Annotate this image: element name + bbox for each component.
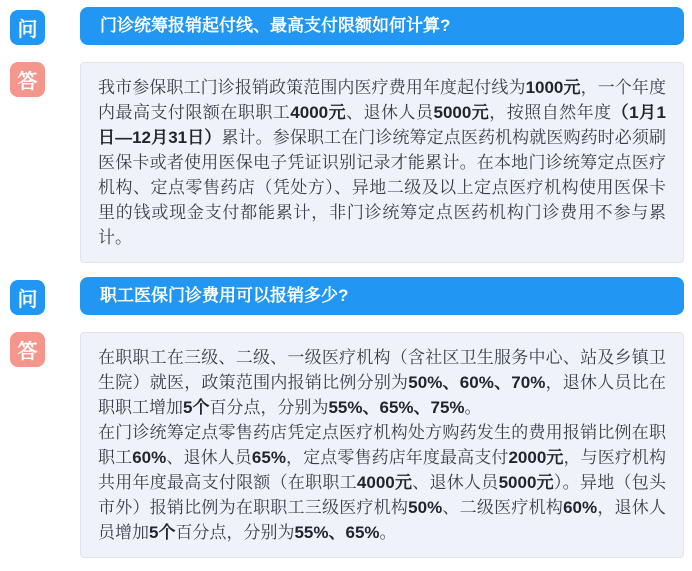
answer-row [10, 332, 684, 558]
answer-badge: 答 [10, 62, 45, 97]
question-header: 职工医保门诊费用可以报销多少? [80, 277, 684, 315]
badge-column [10, 62, 80, 97]
badge-column [10, 277, 80, 315]
badge-column [10, 7, 80, 45]
badge-column [10, 332, 80, 367]
question-header: 门诊统筹报销起付线、最高支付限额如何计算? [80, 7, 684, 45]
answer-box [80, 332, 684, 558]
question-row [10, 7, 684, 45]
question-badge: 问 [10, 10, 45, 45]
answer-paragraph: 在职职工在三级、二级、一级医疗机构（含社区卫生服务中心、站及乡镇卫生院）就医，政策范围内报销比例分别为50%、60%、70%，退休人员比在职职工增加5个百分点，分别为55%、65%、75%。 [98, 348, 666, 417]
answer-box [80, 62, 684, 263]
answer-paragraph: 我市参保职工门诊报销政策范围内医疗费用年度起付线为1000元，一个年度内最高支付限额在职职工4000元、退休人员5000元，按照自然年度（1月1日—12月31日）累计。参保职工在门诊统筹定点医药机构就医购药时必须刷医保卡或者使用医保电子凭证识别记录才能累计。在本地门诊统筹定点医疗机构、定点零售药店（凭处方）、异地二级及以上定点医疗机构使用医保卡里的钱或现金支付都能累计，非门诊统筹定点医药机构门诊费用不参与累计。 [98, 78, 667, 247]
answer-paragraph: 在门诊统筹定点零售药店凭定点医疗机构处方购药发生的费用报销比例在职职工60%、退休人员65%，定点零售药店年度最高支付2000元，与医疗机构共用年度最高支付限额（在职职工4000元、退休人员5000元）。异地（包头市外）报销比例为在职职工三级医疗机构50%、二级医疗机构60%，退休人员增加5个百分点，分别为55%、65%。 [98, 423, 667, 542]
qa-block-outpatient-limits [10, 7, 684, 263]
answer-badge: 答 [10, 332, 45, 367]
qa-block-reimbursement-rates [10, 277, 684, 558]
question-row [10, 277, 684, 315]
answer-row [10, 62, 684, 263]
question-badge: 问 [10, 280, 45, 315]
